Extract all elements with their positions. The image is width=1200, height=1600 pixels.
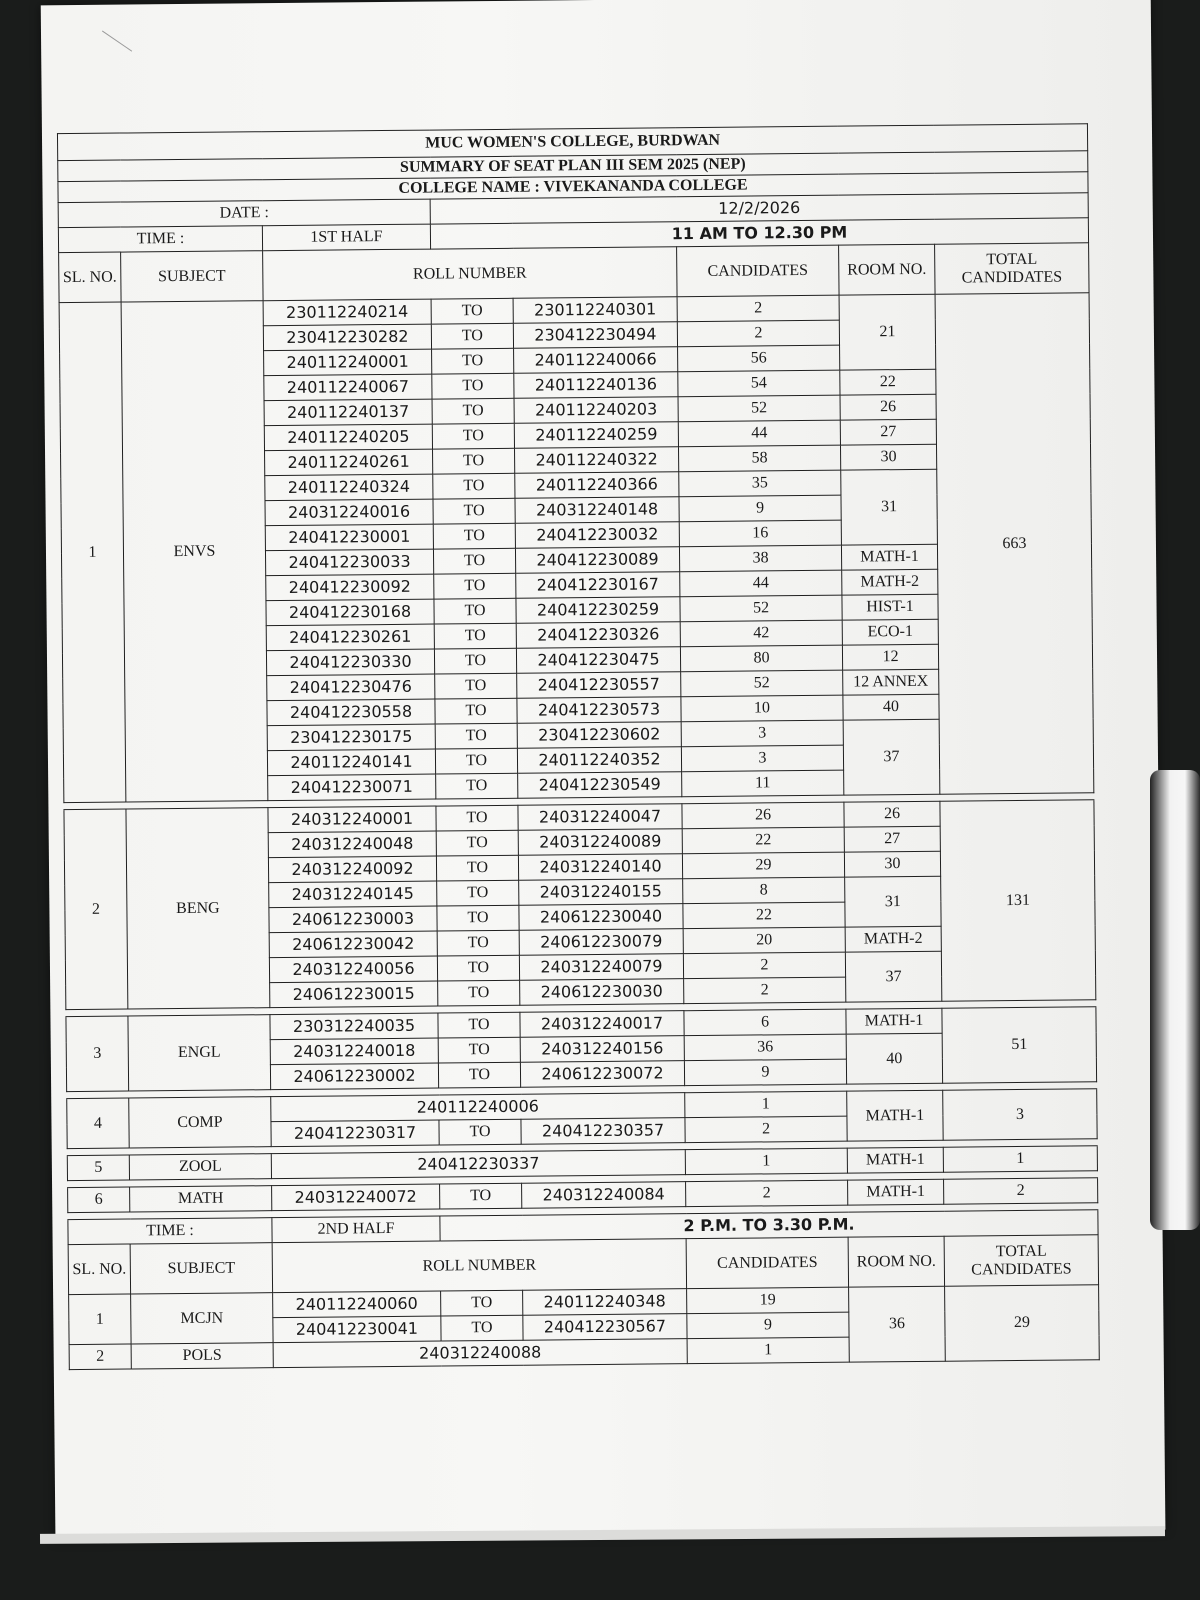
- room-no: MATH-2: [845, 926, 941, 952]
- sl-no: 1: [59, 302, 126, 803]
- sl-no: 3: [66, 1016, 129, 1092]
- candidates: 9: [687, 1312, 849, 1339]
- candidates: 9: [679, 495, 841, 522]
- roll-number: 240312240088: [273, 1339, 687, 1368]
- roll-from: 240312240048: [268, 831, 436, 858]
- roll-to: 240412230475: [516, 647, 680, 674]
- room-no: MATH-1: [847, 1147, 943, 1173]
- roll-to: 230412230602: [517, 722, 681, 749]
- roll-to: 240612230030: [520, 979, 684, 1006]
- roll-to: 240112240203: [514, 397, 678, 424]
- roll-from: 240312240001: [268, 806, 436, 833]
- candidates: 58: [678, 445, 840, 472]
- candidates: 1: [685, 1091, 847, 1118]
- roll-to-label: TO: [433, 548, 515, 574]
- candidates: 2: [677, 320, 839, 347]
- roll-to-label: TO: [434, 623, 516, 649]
- roll-to: 240112240066: [514, 347, 678, 374]
- seat-plan-table: [57, 123, 1100, 1370]
- sl-no: 2: [64, 809, 128, 1010]
- room-no: MATH-1: [848, 1179, 944, 1205]
- room-no: 27: [840, 419, 936, 445]
- roll-to: 240412230549: [518, 772, 682, 799]
- room-no: 40: [846, 1033, 942, 1084]
- candidates: 56: [678, 345, 840, 372]
- roll-from: 240412230558: [267, 699, 435, 726]
- sl-no: 6: [68, 1187, 130, 1213]
- roll-to-label: TO: [436, 773, 518, 799]
- col-header-sl-no: SL. NO.: [59, 252, 121, 303]
- total-candidates: 2: [944, 1178, 1098, 1204]
- room-no: 37: [843, 719, 940, 795]
- roll-from: 240312240056: [269, 956, 437, 983]
- room-no: MATH-1: [841, 544, 937, 570]
- roll-from: 240412230033: [265, 549, 433, 576]
- candidates: 3: [681, 745, 843, 772]
- roll-from: 240312240016: [265, 499, 433, 526]
- roll-from: 240412230092: [266, 574, 434, 601]
- candidates: 26: [682, 802, 844, 829]
- roll-from: 240112240001: [264, 349, 432, 376]
- roll-to-label: TO: [438, 1037, 520, 1063]
- roll-from: 230412230175: [267, 724, 435, 751]
- col-header-sl-no: SL. NO.: [68, 1244, 130, 1295]
- roll-to: 240112240352: [517, 747, 681, 774]
- time-label: TIME :: [58, 226, 262, 253]
- roll-to-label: TO: [438, 1062, 520, 1088]
- roll-to-label: TO: [433, 523, 515, 549]
- roll-to: 240412230167: [516, 572, 680, 599]
- roll-to: 230412230494: [513, 322, 677, 349]
- paper-sheet: [41, 0, 1166, 1540]
- col-header-total-candidates: TOTAL CANDIDATES: [944, 1235, 1099, 1286]
- roll-to-label: TO: [439, 1119, 521, 1145]
- candidates: 3: [681, 720, 843, 747]
- background-glare: [1150, 770, 1200, 1230]
- candidates: 54: [678, 370, 840, 397]
- roll-to: 240112240259: [514, 422, 678, 449]
- roll-to-label: TO: [438, 980, 520, 1006]
- roll-to-label: TO: [441, 1315, 523, 1341]
- roll-to-label: TO: [435, 723, 517, 749]
- roll-from: 240412230071: [268, 774, 436, 801]
- col-header-subject: SUBJECT: [121, 251, 263, 302]
- roll-to: 240612230079: [519, 929, 683, 956]
- room-no: 26: [844, 801, 940, 827]
- candidates: 20: [683, 927, 845, 954]
- roll-to: 240312240017: [520, 1011, 684, 1038]
- roll-to: 240612230072: [520, 1061, 684, 1088]
- candidates: 38: [679, 545, 841, 572]
- candidates: 2: [686, 1180, 848, 1207]
- col-header-subject: SUBJECT: [130, 1243, 272, 1294]
- col-header-roll-number: ROLL NUMBER: [263, 247, 677, 301]
- room-no: MATH-2: [842, 569, 938, 595]
- roll-to-label: TO: [435, 698, 517, 724]
- roll-from: 240312240072: [272, 1184, 440, 1211]
- candidates: 2: [684, 977, 846, 1004]
- roll-to: 240312240156: [520, 1036, 684, 1063]
- candidates: 35: [679, 470, 841, 497]
- roll-to-label: TO: [436, 805, 518, 831]
- room-no: MATH-1: [846, 1008, 942, 1034]
- room-no: MATH-1: [847, 1090, 943, 1141]
- subject: ZOOL: [129, 1154, 271, 1180]
- candidates: 80: [680, 645, 842, 672]
- candidates: 22: [682, 827, 844, 854]
- roll-from: 240612230042: [269, 931, 437, 958]
- roll-number: 240412230337: [271, 1150, 685, 1179]
- roll-from: 240112240141: [267, 749, 435, 776]
- roll-from: 240612230015: [270, 981, 438, 1008]
- roll-to: 240112240348: [523, 1289, 687, 1316]
- room-no: 12: [842, 644, 938, 670]
- room-no: 21: [839, 294, 936, 370]
- roll-to: 240412230357: [521, 1118, 685, 1145]
- roll-to-label: TO: [437, 905, 519, 931]
- roll-to-label: TO: [431, 298, 513, 324]
- candidates: 10: [681, 695, 843, 722]
- roll-to: 240312240089: [518, 829, 682, 856]
- subject: ENVS: [121, 301, 268, 802]
- candidates: 1: [687, 1337, 849, 1364]
- room-no: 22: [840, 369, 936, 395]
- room-no: 40: [843, 694, 939, 720]
- subject: COMP: [129, 1097, 271, 1148]
- room-no: 37: [845, 951, 941, 1002]
- subject: ENGL: [128, 1015, 271, 1091]
- col-header-roll-number: ROLL NUMBER: [272, 1239, 686, 1293]
- roll-to-label: TO: [434, 648, 516, 674]
- sl-no: 4: [67, 1098, 129, 1149]
- roll-to: 240312240047: [518, 804, 682, 831]
- college-title: MUC WOMEN'S COLLEGE, BURDWAN: [57, 124, 1087, 161]
- col-header-room-no: ROOM NO.: [839, 244, 935, 295]
- roll-from: 240412230261: [266, 624, 434, 651]
- roll-to: 240412230573: [517, 697, 681, 724]
- roll-to-label: TO: [432, 373, 514, 399]
- roll-from: 230412230282: [263, 324, 431, 351]
- date-label: DATE :: [58, 199, 430, 228]
- roll-to-label: TO: [440, 1183, 522, 1209]
- roll-to: 240412230326: [516, 622, 680, 649]
- roll-to-label: TO: [432, 348, 514, 374]
- subject: BENG: [126, 808, 270, 1009]
- roll-to-label: TO: [437, 955, 519, 981]
- room-no: 30: [844, 851, 940, 877]
- room-no: ECO-1: [842, 619, 938, 645]
- roll-from: 240412230330: [266, 649, 434, 676]
- candidates: 52: [681, 670, 843, 697]
- roll-from: 240412230476: [267, 674, 435, 701]
- total-candidates: 131: [940, 800, 1096, 1001]
- roll-from: 240112240137: [264, 399, 432, 426]
- roll-to-label: TO: [433, 448, 515, 474]
- roll-to: 230112240301: [513, 297, 677, 324]
- col-header-candidates: CANDIDATES: [677, 245, 839, 297]
- candidates: 2: [683, 952, 845, 979]
- roll-from: 240112240324: [265, 474, 433, 501]
- roll-from: 240412230317: [271, 1120, 439, 1147]
- roll-to: 240112240322: [515, 447, 679, 474]
- roll-from: 240612230003: [269, 906, 437, 933]
- candidates: 2: [685, 1116, 847, 1143]
- time-label: TIME :: [68, 1218, 272, 1245]
- half-label: 1ST HALF: [262, 224, 430, 251]
- roll-to-label: TO: [432, 423, 514, 449]
- roll-to-label: TO: [436, 855, 518, 881]
- candidates: 6: [684, 1009, 846, 1036]
- roll-to-label: TO: [441, 1290, 523, 1316]
- total-candidates: 1: [943, 1146, 1097, 1172]
- half-time: 2 P.M. TO 3.30 P.M.: [440, 1210, 1098, 1241]
- total-candidates: 663: [935, 293, 1094, 794]
- roll-to: 240612230040: [519, 904, 683, 931]
- candidates: 44: [678, 420, 840, 447]
- college-name: COLLEGE NAME : VIVEKANANDA COLLEGE: [58, 172, 1088, 203]
- roll-from: 240412230041: [273, 1316, 441, 1343]
- candidates: 22: [683, 902, 845, 929]
- room-no: 12 ANNEX: [843, 669, 939, 695]
- roll-to-label: TO: [435, 748, 517, 774]
- candidates: 11: [682, 770, 844, 797]
- roll-to-label: TO: [431, 323, 513, 349]
- roll-from: 240412230168: [266, 599, 434, 626]
- roll-to: 240312240155: [519, 879, 683, 906]
- roll-from: 240112240067: [264, 374, 432, 401]
- roll-to-label: TO: [433, 473, 515, 499]
- roll-to: 240412230557: [517, 672, 681, 699]
- roll-from: 240412230001: [265, 524, 433, 551]
- room-no: 31: [841, 469, 938, 545]
- col-header-room-no: ROOM NO.: [848, 1236, 944, 1287]
- seat-plan-sheet: [57, 123, 1099, 1370]
- roll-to-label: TO: [433, 498, 515, 524]
- roll-to-label: TO: [434, 598, 516, 624]
- roll-to-label: TO: [437, 880, 519, 906]
- total-candidates: 29: [945, 1285, 1100, 1361]
- roll-to-label: TO: [437, 930, 519, 956]
- roll-from: 240112240205: [264, 424, 432, 451]
- roll-to-label: TO: [435, 673, 517, 699]
- roll-to: 240112240136: [514, 372, 678, 399]
- subject: POLS: [131, 1343, 273, 1369]
- roll-to-label: TO: [432, 398, 514, 424]
- roll-from: 230112240214: [263, 299, 431, 326]
- col-header-total-candidates: TOTAL CANDIDATES: [935, 243, 1090, 294]
- roll-from: 240112240060: [273, 1291, 441, 1318]
- room-no: 27: [844, 826, 940, 852]
- roll-from: 240312240018: [270, 1038, 438, 1065]
- candidates: 42: [680, 620, 842, 647]
- room-no: 26: [840, 394, 936, 420]
- roll-number: 240112240006: [271, 1093, 685, 1122]
- candidates: 2: [677, 295, 839, 322]
- candidates: 8: [683, 877, 845, 904]
- roll-to-label: TO: [434, 573, 516, 599]
- pen-mark: [102, 30, 132, 51]
- summary-title: SUMMARY OF SEAT PLAN III SEM 2025 (NEP): [58, 151, 1088, 182]
- total-candidates: 51: [942, 1007, 1097, 1083]
- sl-no: 5: [67, 1155, 129, 1181]
- total-candidates: 3: [943, 1089, 1098, 1140]
- candidates: 29: [682, 852, 844, 879]
- roll-from: 240112240261: [265, 449, 433, 476]
- room-no: 36: [849, 1286, 946, 1362]
- roll-from: 240312240145: [269, 881, 437, 908]
- room-no: HIST-1: [842, 594, 938, 620]
- candidates: 19: [687, 1287, 849, 1314]
- roll-to: 240412230089: [515, 547, 679, 574]
- subject: MCJN: [131, 1293, 273, 1344]
- room-no: 31: [845, 876, 941, 927]
- roll-to: 240412230259: [516, 597, 680, 624]
- room-no: 30: [840, 444, 936, 470]
- half-time: 11 AM TO 12.30 PM: [430, 218, 1088, 249]
- roll-to: 240112240366: [515, 472, 679, 499]
- candidates: 16: [679, 520, 841, 547]
- half-label: 2ND HALF: [272, 1216, 440, 1243]
- roll-to-label: TO: [436, 830, 518, 856]
- roll-from: 230312240035: [270, 1013, 438, 1040]
- candidates: 44: [680, 570, 842, 597]
- candidates: 1: [685, 1148, 847, 1175]
- roll-from: 240612230002: [270, 1063, 438, 1090]
- roll-to: 240312240140: [518, 854, 682, 881]
- sl-no: 1: [69, 1294, 131, 1345]
- candidates: 9: [684, 1059, 846, 1086]
- subject: MATH: [130, 1186, 272, 1212]
- roll-to: 240312240079: [519, 954, 683, 981]
- roll-to-label: TO: [438, 1012, 520, 1038]
- roll-to: 240312240148: [515, 497, 679, 524]
- roll-to: 240312240084: [522, 1182, 686, 1209]
- date-value: 12/2/2026: [430, 193, 1088, 224]
- sl-no: 2: [69, 1344, 131, 1370]
- candidates: 36: [684, 1034, 846, 1061]
- candidates: 52: [678, 395, 840, 422]
- candidates: 52: [680, 595, 842, 622]
- roll-to: 240412230032: [515, 522, 679, 549]
- roll-from: 240312240092: [268, 856, 436, 883]
- roll-to: 240412230567: [523, 1314, 687, 1341]
- col-header-candidates: CANDIDATES: [686, 1237, 848, 1289]
